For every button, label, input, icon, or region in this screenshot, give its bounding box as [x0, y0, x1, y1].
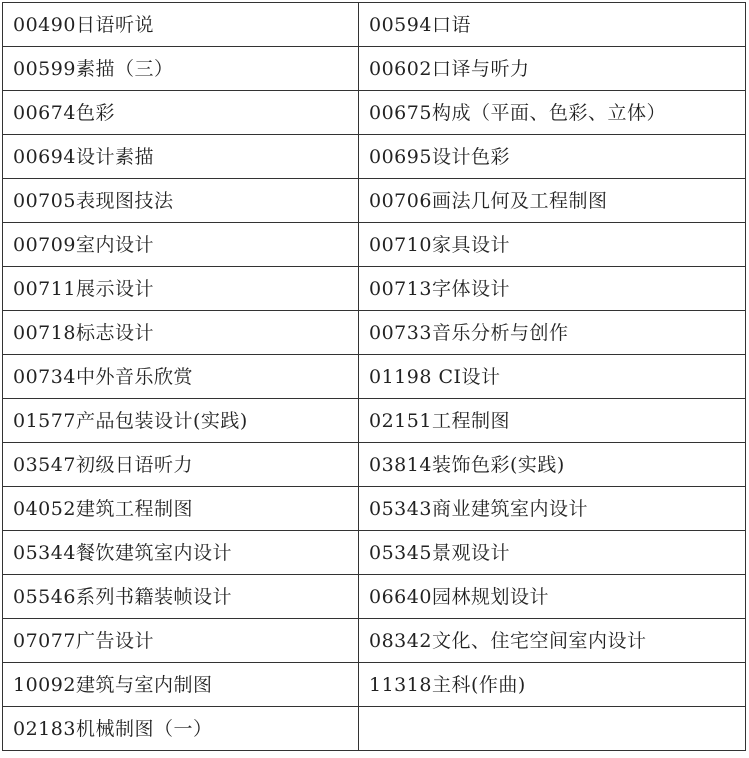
table-row — [3, 179, 746, 223]
table-row — [3, 619, 746, 663]
table-row — [3, 487, 746, 531]
course-cell: 00705表现图技法 — [3, 179, 359, 223]
table-row — [3, 267, 746, 311]
course-cell: 00711展示设计 — [3, 267, 359, 311]
course-cell: 01577产品包装设计(实践) — [3, 399, 359, 443]
course-cell: 00602口译与听力 — [359, 47, 746, 91]
course-cell: 00706画法几何及工程制图 — [359, 179, 746, 223]
course-cell: 00594口语 — [359, 3, 746, 47]
course-cell: 00490日语听说 — [3, 3, 359, 47]
table-row — [3, 91, 746, 135]
table-row — [3, 311, 746, 355]
course-cell: 05345景观设计 — [359, 531, 746, 575]
course-cell: 00599素描（三） — [3, 47, 359, 91]
course-cell: 00675构成（平面、色彩、立体） — [359, 91, 746, 135]
course-cell: 00733音乐分析与创作 — [359, 311, 746, 355]
course-cell: 05344餐饮建筑室内设计 — [3, 531, 359, 575]
course-cell: 04052建筑工程制图 — [3, 487, 359, 531]
table-row — [3, 399, 746, 443]
course-table-body — [3, 3, 746, 751]
course-cell-empty — [359, 707, 746, 751]
course-cell: 11318主科(作曲) — [359, 663, 746, 707]
course-cell: 00695设计色彩 — [359, 135, 746, 179]
course-table — [2, 2, 746, 751]
table-row — [3, 443, 746, 487]
course-cell: 00694设计素描 — [3, 135, 359, 179]
table-row — [3, 47, 746, 91]
course-cell: 00710家具设计 — [359, 223, 746, 267]
course-cell: 10092建筑与室内制图 — [3, 663, 359, 707]
table-row — [3, 531, 746, 575]
course-cell: 00674色彩 — [3, 91, 359, 135]
course-cell: 00734中外音乐欣赏 — [3, 355, 359, 399]
table-row — [3, 3, 746, 47]
table-row — [3, 135, 746, 179]
course-cell: 06640园林规划设计 — [359, 575, 746, 619]
table-row — [3, 707, 746, 751]
course-cell: 01198 CI设计 — [359, 355, 746, 399]
course-cell: 00709室内设计 — [3, 223, 359, 267]
course-cell: 05343商业建筑室内设计 — [359, 487, 746, 531]
table-row — [3, 355, 746, 399]
course-cell: 03814装饰色彩(实践) — [359, 443, 746, 487]
course-cell: 02151工程制图 — [359, 399, 746, 443]
course-cell: 08342文化、住宅空间室内设计 — [359, 619, 746, 663]
course-cell: 03547初级日语听力 — [3, 443, 359, 487]
course-cell: 00713字体设计 — [359, 267, 746, 311]
table-row — [3, 663, 746, 707]
table-row — [3, 575, 746, 619]
course-cell: 05546系列书籍装帧设计 — [3, 575, 359, 619]
course-cell: 07077广告设计 — [3, 619, 359, 663]
course-cell: 02183机械制图（一） — [3, 707, 359, 751]
table-row — [3, 223, 746, 267]
course-cell: 00718标志设计 — [3, 311, 359, 355]
